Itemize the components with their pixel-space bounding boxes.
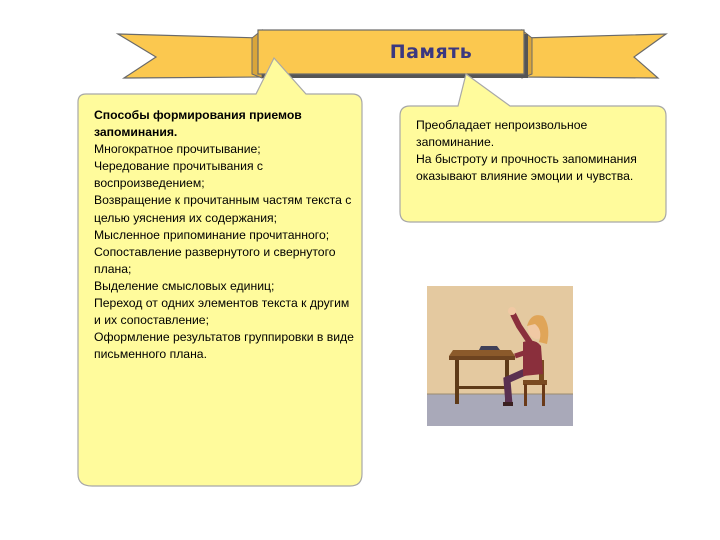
list-item: Возвращение к прочитанным частям текста с целью уяснения их содержания; — [94, 193, 352, 225]
list-item: Переход от одних элементов текста к другим и их сопоставление; — [94, 296, 350, 328]
list-item: Мысленное припоминание прочитанного; — [94, 227, 330, 242]
list-item: Преобладает непроизвольное запоминание. — [416, 118, 588, 150]
title-panel — [258, 31, 524, 73]
list-item: Многократное прочитывание; — [94, 142, 261, 157]
list-item: Выделение смысловых единиц; — [94, 278, 275, 293]
page-title: Память — [389, 41, 473, 63]
student-raising-hand-illustration — [427, 286, 573, 426]
list-item: На быстроту и прочность запоминания оказывают влияние эмоции и чувства. — [416, 152, 637, 184]
right-bubble-text — [416, 117, 656, 185]
left-bubble-heading: Способы формирования приемов запоминания. — [94, 108, 302, 140]
list-item: Сопоставление развернутого и свернутого плана; — [94, 244, 336, 276]
list-item: Чередование прочитывания с воспроизведением; — [94, 159, 264, 191]
left-bubble-text — [94, 107, 356, 363]
list-item: Оформление результатов группировки в виде письменного плана. — [94, 330, 354, 362]
